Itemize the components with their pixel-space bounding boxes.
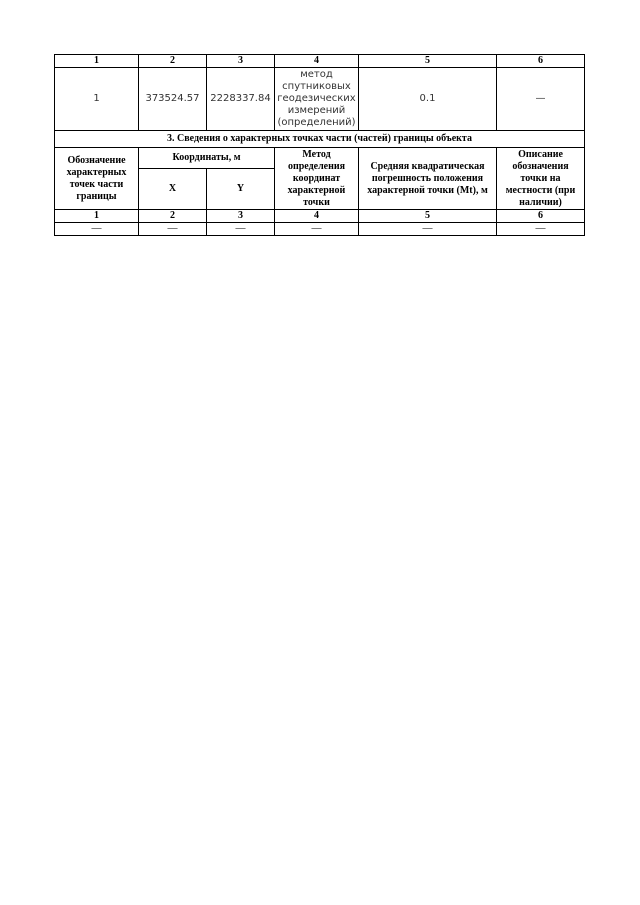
column-number: 1 — [55, 55, 139, 68]
table-row — [55, 223, 585, 236]
method-value: метод спутниковых геодезических измерений (определений) — [275, 68, 359, 131]
description-value: — — [497, 68, 585, 131]
empty-cell: — — [497, 223, 585, 236]
column-number: 4 — [275, 55, 359, 68]
header-coordinates: Координаты, м — [139, 148, 275, 169]
empty-cell: — — [139, 223, 207, 236]
header-accuracy: Средняя квадратическая погрешность положения характерной точки (Mt), м — [359, 148, 497, 210]
empty-cell: — — [55, 223, 139, 236]
column-number: 3 — [207, 210, 275, 223]
point-designation: 1 — [55, 68, 139, 131]
column-number: 5 — [359, 210, 497, 223]
column-number: 3 — [207, 55, 275, 68]
column-number: 6 — [497, 210, 585, 223]
top-column-numbers-row — [55, 55, 585, 68]
empty-cell: — — [207, 223, 275, 236]
empty-cell: — — [275, 223, 359, 236]
header-x: X — [139, 169, 207, 210]
empty-cell: — — [359, 223, 497, 236]
coord-y: 2228337.84 — [207, 68, 275, 131]
header-y: Y — [207, 169, 275, 210]
header-method: Метод определения координат характерной точки — [275, 148, 359, 210]
boundary-points-table — [54, 54, 585, 236]
column-number: 2 — [139, 55, 207, 68]
column-number: 5 — [359, 55, 497, 68]
coord-x: 373524.57 — [139, 68, 207, 131]
accuracy-value: 0.1 — [359, 68, 497, 131]
section-title-row — [55, 131, 585, 148]
header-row — [55, 148, 585, 169]
column-number: 2 — [139, 210, 207, 223]
header-description: Описание обозначения точки на местности (при наличии) — [497, 148, 585, 210]
section3-column-numbers-row — [55, 210, 585, 223]
column-number: 6 — [497, 55, 585, 68]
table-row — [55, 68, 585, 131]
header-designation: Обозначение характерных точек части границы — [55, 148, 139, 210]
section-title: 3. Сведения о характерных точках части (частей) границы объекта — [55, 131, 585, 148]
column-number: 1 — [55, 210, 139, 223]
column-number: 4 — [275, 210, 359, 223]
